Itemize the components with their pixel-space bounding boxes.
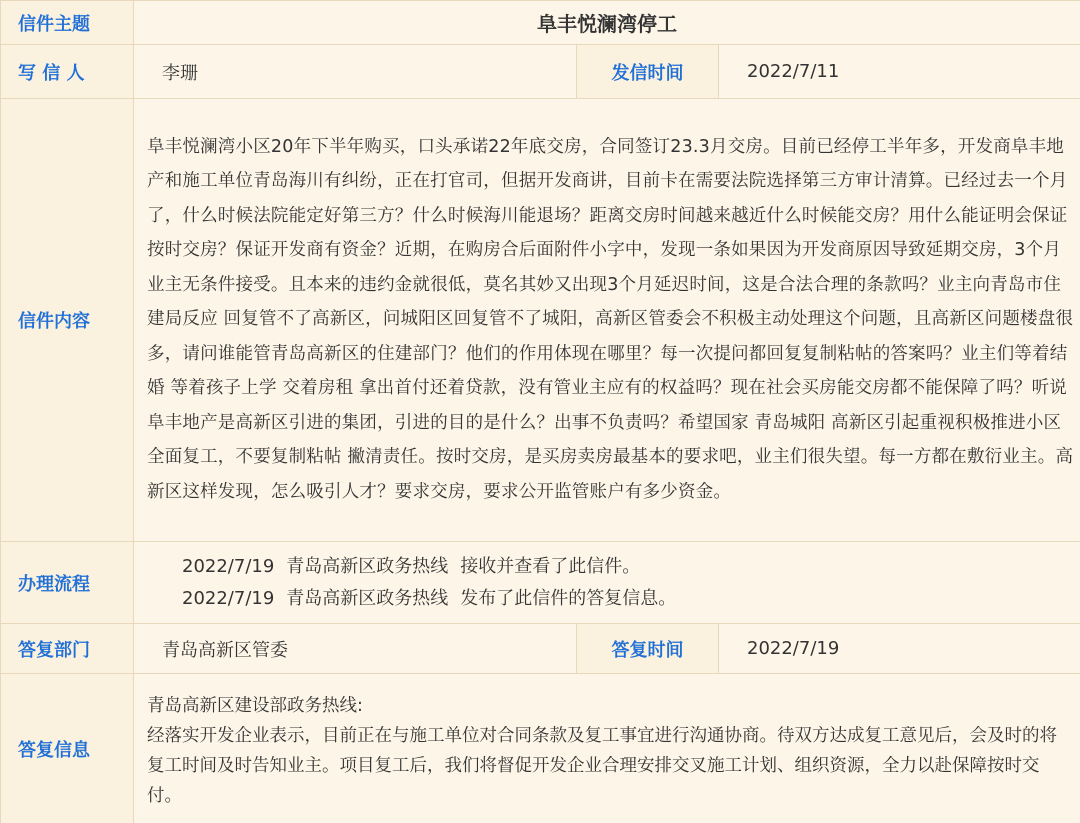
process-list: [134, 542, 1080, 624]
content-label: 信件内容: [1, 99, 134, 542]
process-action: 接收并查看了此信件。: [460, 555, 641, 577]
reply-dept-label: 答复部门: [1, 624, 134, 674]
writer-label: 写 信 人: [1, 45, 134, 99]
reply-dept-row: [1, 624, 1080, 674]
process-item: [182, 551, 1080, 583]
subject-label: 信件主题: [1, 1, 134, 45]
letter-content: 阜丰悦澜湾小区20年下半年购买，口头承诺22年底交房，合同签订23.3月交房。目前已经停工半年多，开发商阜丰地产和施工单位青岛海川有纠纷，正在打官司，但据开发商讲，目前卡在需要法院选择第三方审计清算。已经过去一个月了，什么时候法院能定好第三方？什么时候海川能退场？距离交房时间越来越近什么时候能交房？用什么能证明会保证按时交房？保证开发商有资金？近期，在购房合后面附件小字中，发现一条如果因为开发商原因导致延期交房，3个月业主无条件接受。且本来的违约金就很低，莫名其妙又出现3个月延迟时间，这是合法合理的条款吗？业主向青岛市住建局反应 回复管不了高新区，问城阳区回复管不了城阳，高新区管委会不积极主动处理这个问题，且高新区问题楼盘很多，请问谁能管青岛高新区的住建部门？他们的作用体现在哪里？每一次提问都回复复制粘帖的答案吗？业主们等着结婚 等着孩子上学 交着房租 拿出首付还着贷款，没有管业主应有的权益吗？现在社会买房能交房都不能保障了吗？听说阜丰地产是高新区引进的集团，引进的目的是什么？出事不负责吗？希望国家 青岛城阳 高新区引起重视积极推进小区全面复工，不要复制粘帖 撇清责任。按时交房，是买房卖房最基本的要求吧，业主们很失望。每一方都在敷衍业主。高新区这样发现，怎么吸引人才？要求交房，要求公开监管账户有多少资金。: [134, 99, 1080, 542]
process-date: 2022/7/19: [182, 555, 275, 577]
process-item: [182, 583, 1080, 615]
process-label: 办理流程: [1, 542, 134, 624]
process-date: 2022/7/19: [182, 587, 275, 609]
sent-time-label: 发信时间: [577, 45, 719, 99]
reply-content: [134, 674, 1080, 823]
reply-dept: 青岛高新区管委: [134, 624, 577, 674]
sent-time: 2022/7/11: [719, 45, 1080, 99]
writer-name: 李珊: [134, 45, 577, 99]
letter-subject: 阜丰悦澜湾停工: [134, 1, 1080, 45]
reply-row: [1, 674, 1080, 823]
process-row: [1, 542, 1080, 624]
process-action: 发布了此信件的答复信息。: [460, 587, 677, 609]
reply-time: 2022/7/19: [719, 624, 1080, 674]
subject-row: [1, 1, 1080, 45]
reply-body: 经落实开发企业表示，目前正在与施工单位对合同条款及复工事宜进行沟通协商。待双方达成复工意见后，会及时的将复工时间及时告知业主。项目复工后，我们将督促开发企业合理安排交叉施工计划、组织资源，全力以赴保障按时交付。: [147, 725, 1057, 806]
content-row: [1, 99, 1080, 542]
writer-row: [1, 45, 1080, 99]
process-dept: 青岛高新区政务热线: [286, 587, 449, 609]
reply-greeting: 青岛高新区建设部政务热线:: [147, 695, 363, 716]
reply-time-label: 答复时间: [577, 624, 719, 674]
reply-label: 答复信息: [1, 674, 134, 823]
process-dept: 青岛高新区政务热线: [286, 555, 449, 577]
